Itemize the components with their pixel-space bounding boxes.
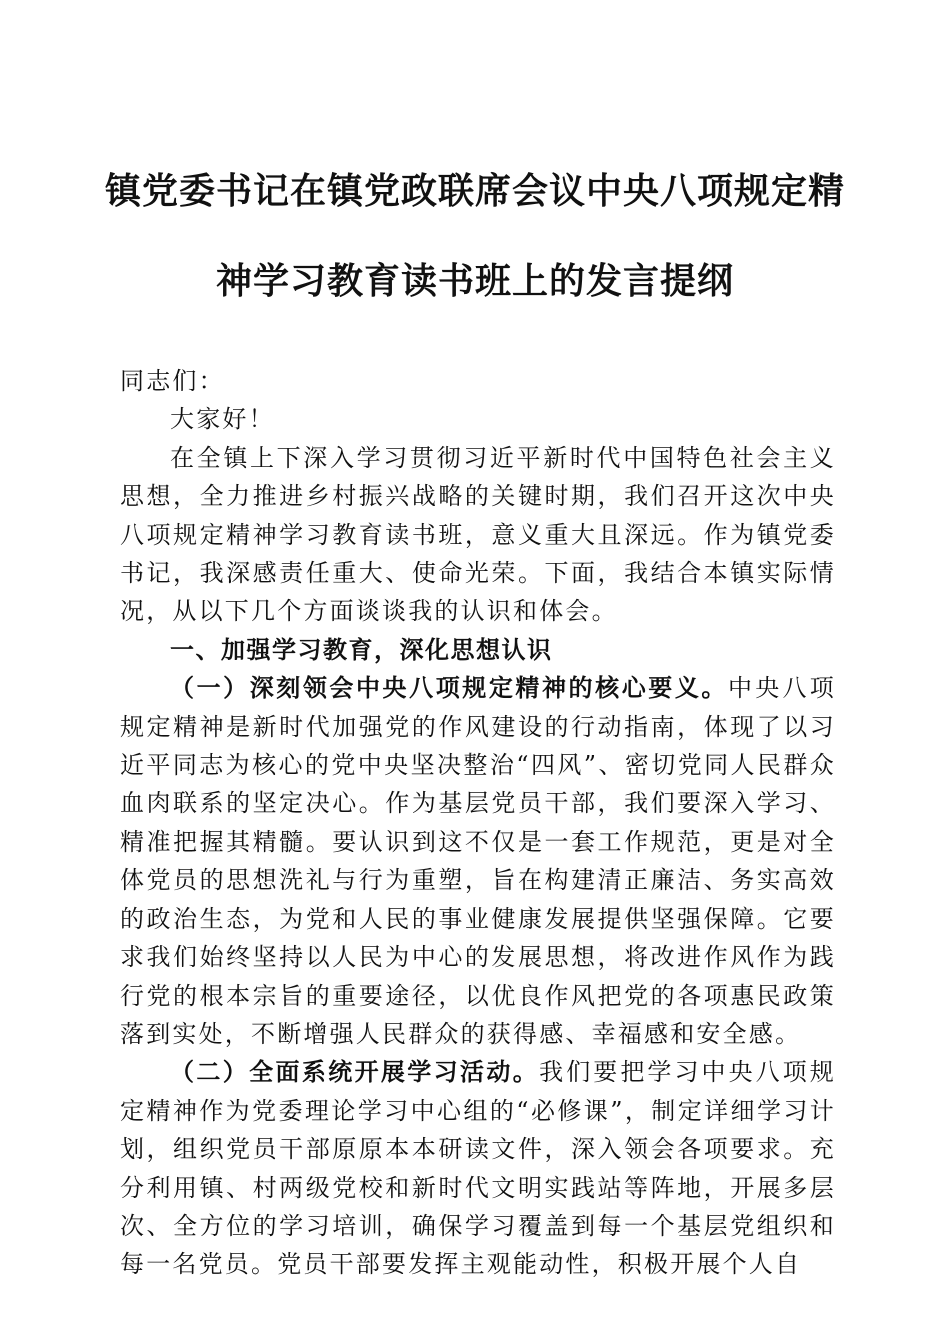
subsection-2-body: 我们要把学习中央八项规定精神作为党委理论学习中心组的“必修课”，制定详细学习计划，组织党员干部原原本本研读文件，深入领会各项要求。充分利用镇、村两级党校和新时代文明实践站等阵地，开展多层次、全方位的学习培训，确保学习覆盖到每一个基层党组织和每一名党员。党员干部要发挥主观能动性，积极开展个人自 xyxy=(120,1058,837,1279)
subsection-1-paragraph xyxy=(120,669,836,1053)
document-title-line-2: 神学习教育读书班上的发言提纲 xyxy=(215,261,734,302)
subsection-1-body: 中央八项规定精神是新时代加强党的作风建设的行动指南，体现了以习近平同志为核心的党中央坚决整治“四风”、密切党同人民群众血肉联系的坚定决心。作为基层党员干部，我们要深入学习、精准把握其精髓。要认识到这不仅是一套工作规范，更是对全体党员的思想洗礼与行为重塑，旨在构建清正廉洁、务实高效的政治生态，为党和人民的事业健康发展提供坚强保障。它要求我们始终坚持以人民为中心的发展思想，将改进作风作为践行党的根本宗旨的重要途径，以优良作风把党的各项惠民政策落到实处，不断增强人民群众的获得感、幸福感和安全感。 xyxy=(120,674,836,1048)
document-body xyxy=(120,362,836,1284)
intro-paragraph: 在全镇上下深入学习贯彻习近平新时代中国特色社会主义思想，全力推进乡村振兴战略的关键时期，我们召开这次中央八项规定精神学习教育读书班，意义重大且深远。作为镇党委书记，我深感责任重大、使命光荣。下面，我结合本镇实际情况，从以下几个方面谈谈我的认识和体会。 xyxy=(120,443,836,626)
subsection-1-lead: （一）深刻领会中央八项规定精神的核心要义。 xyxy=(170,674,728,703)
subsection-2-lead: （二）全面系统开展学习活动。 xyxy=(170,1058,540,1087)
subsection-2-paragraph xyxy=(120,1053,836,1283)
salutation: 同志们： xyxy=(120,367,225,395)
greeting: 大家好！ xyxy=(170,405,275,434)
section-heading-1: 一、加强学习教育，深化思想认识 xyxy=(170,635,553,664)
document-title-line-1: 镇党委书记在镇党政联席会议中央八项规定精 xyxy=(104,171,845,212)
